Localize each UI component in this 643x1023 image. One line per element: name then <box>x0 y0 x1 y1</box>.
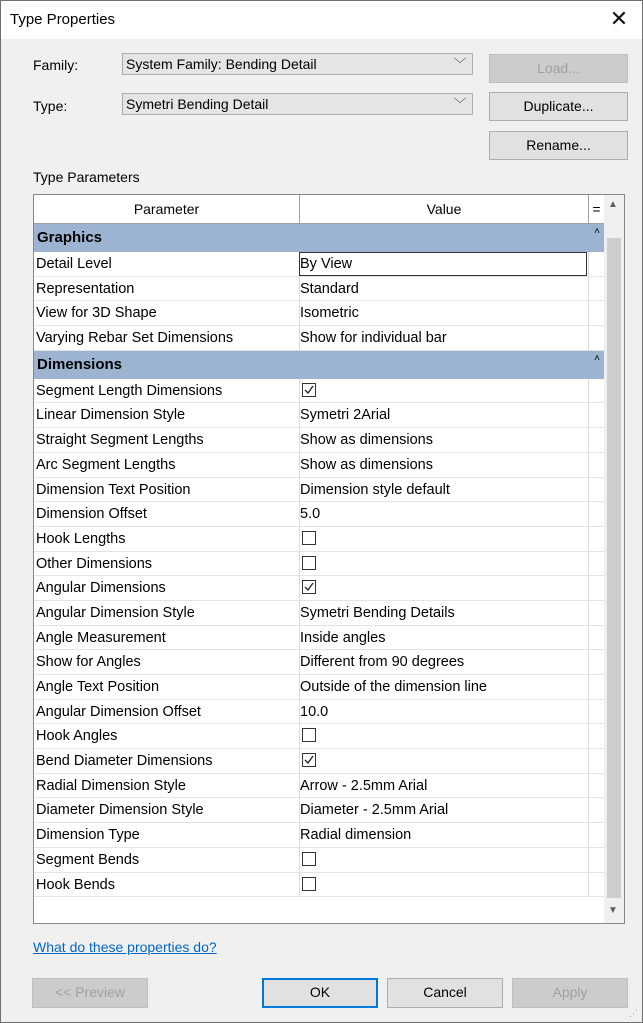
table-row[interactable] <box>34 873 604 898</box>
parameter-value[interactable]: Different from 90 degrees <box>300 654 465 671</box>
parameter-value[interactable]: 10.0 <box>300 703 329 720</box>
load-button[interactable]: Load... <box>489 54 628 83</box>
group-header[interactable] <box>34 224 604 252</box>
rename-button[interactable]: Rename... <box>489 131 628 160</box>
table-row[interactable] <box>34 576 604 601</box>
parameter-value[interactable]: Diameter - 2.5mm Arial <box>300 802 449 819</box>
help-link[interactable]: What do these properties do? <box>33 939 217 955</box>
table-row[interactable] <box>34 453 604 478</box>
check-icon <box>304 385 314 395</box>
column-header-value[interactable]: Value <box>300 195 589 223</box>
parameter-checkbox[interactable] <box>302 728 316 742</box>
parameter-value[interactable]: Inside angles <box>300 629 386 646</box>
parameter-name: Arc Segment Lengths <box>36 456 176 473</box>
table-row[interactable] <box>34 749 604 774</box>
parameter-value[interactable]: Outside of the dimension line <box>300 679 487 695</box>
table-row[interactable] <box>34 823 604 848</box>
parameter-value[interactable]: Show as dimensions <box>300 456 433 473</box>
table-row[interactable] <box>34 724 604 749</box>
parameter-value[interactable]: Dimension style default <box>300 481 450 498</box>
chevron-down-icon: ﹀ <box>453 97 466 111</box>
type-label: Type: <box>33 98 68 114</box>
group-name: Dimensions <box>37 355 123 373</box>
scroll-thumb[interactable] <box>607 238 621 898</box>
table-row[interactable] <box>34 527 604 552</box>
table-row[interactable] <box>34 848 604 873</box>
duplicate-button[interactable]: Duplicate... <box>489 92 628 121</box>
parameter-name: Straight Segment Lengths <box>36 432 204 449</box>
table-row[interactable] <box>34 478 604 503</box>
parameter-name: Bend Diameter Dimensions <box>36 753 213 770</box>
column-header-parameter[interactable]: Parameter <box>34 195 300 223</box>
preview-button[interactable]: << Preview <box>32 978 148 1008</box>
parameter-name: Diameter Dimension Style <box>36 802 204 819</box>
parameter-value[interactable]: Radial dimension <box>300 827 412 844</box>
type-parameters-grid <box>33 194 625 924</box>
cancel-button[interactable]: Cancel <box>387 978 503 1008</box>
type-value: Symetri Bending Detail <box>126 96 269 112</box>
parameter-checkbox[interactable] <box>302 531 316 545</box>
type-parameters-label: Type Parameters <box>33 169 140 185</box>
group-header[interactable] <box>34 351 604 379</box>
table-row[interactable] <box>34 301 604 326</box>
collapse-icon[interactable]: ˄ <box>594 352 600 364</box>
parameter-name: Detail Level <box>36 256 112 272</box>
check-icon <box>304 582 314 592</box>
window-title: Type Properties <box>10 11 116 28</box>
parameter-name: Hook Angles <box>36 728 118 745</box>
table-row[interactable] <box>34 601 604 626</box>
apply-button[interactable]: Apply <box>512 978 628 1008</box>
parameter-name: Dimension Offset <box>36 506 147 523</box>
parameter-name: Segment Bends <box>36 851 140 868</box>
parameter-value[interactable]: 5.0 <box>300 506 321 523</box>
parameter-checkbox[interactable] <box>302 852 316 866</box>
parameter-name: Angular Dimension Offset <box>36 703 201 720</box>
table-row[interactable] <box>34 403 604 428</box>
parameter-value[interactable]: Show for individual bar <box>300 330 447 347</box>
scroll-down-icon[interactable]: ▼ <box>608 905 618 916</box>
parameter-name: Linear Dimension Style <box>36 407 186 424</box>
vertical-scrollbar[interactable] <box>604 195 624 923</box>
table-row[interactable] <box>34 326 604 351</box>
table-row[interactable] <box>34 774 604 799</box>
collapse-icon[interactable]: ˄ <box>594 226 600 237</box>
group-name: Graphics <box>37 229 103 246</box>
table-row[interactable] <box>34 502 604 527</box>
parameter-name: Dimension Text Position <box>36 481 191 498</box>
family-dropdown[interactable] <box>122 53 473 75</box>
table-row[interactable] <box>34 675 604 700</box>
parameter-name: Representation <box>36 280 135 297</box>
table-row[interactable] <box>34 650 604 675</box>
table-row[interactable] <box>34 798 604 823</box>
parameter-checkbox[interactable] <box>302 383 316 397</box>
table-row[interactable] <box>34 428 604 453</box>
parameter-name: Angle Measurement <box>36 629 166 646</box>
ok-button[interactable]: OK <box>262 978 378 1008</box>
table-row[interactable] <box>34 552 604 577</box>
parameter-value[interactable]: Show as dimensions <box>300 432 433 449</box>
parameter-name: Angular Dimension Style <box>36 604 195 621</box>
parameter-name: Hook Lengths <box>36 530 126 547</box>
column-header-formula[interactable]: = <box>592 201 601 217</box>
parameter-name: Angular Dimensions <box>36 580 166 597</box>
table-row[interactable] <box>34 379 604 404</box>
parameter-checkbox[interactable] <box>302 877 316 891</box>
parameter-name: Dimension Type <box>36 827 140 844</box>
parameter-name: View for 3D Shape <box>36 305 157 322</box>
check-icon <box>304 755 314 765</box>
parameter-checkbox[interactable] <box>302 556 316 570</box>
grid-rows <box>34 224 604 897</box>
parameter-value[interactable]: Symetri 2Arial <box>300 407 391 424</box>
parameter-name: Other Dimensions <box>36 555 153 572</box>
close-icon[interactable]: ✕ <box>609 6 629 31</box>
resize-grip-icon[interactable]: ⋰ <box>629 1008 638 1018</box>
table-row[interactable] <box>34 277 604 302</box>
family-label: Family: <box>33 57 79 73</box>
parameter-checkbox[interactable] <box>302 580 316 594</box>
title-bar <box>1 1 642 39</box>
parameter-value[interactable]: Standard <box>300 280 359 297</box>
parameter-name: Angle Text Position <box>36 679 160 695</box>
parameter-name: Radial Dimension Style <box>36 777 186 794</box>
parameter-value[interactable]: By View <box>300 256 353 272</box>
parameter-name: Hook Bends <box>36 876 115 893</box>
parameter-value[interactable]: Arrow - 2.5mm Arial <box>300 777 428 794</box>
parameter-name: Segment Length Dimensions <box>36 382 223 399</box>
table-row[interactable] <box>34 252 604 277</box>
type-dropdown[interactable] <box>122 93 473 115</box>
grid-header <box>34 195 604 224</box>
parameter-value[interactable]: Isometric <box>300 305 359 322</box>
table-row[interactable] <box>34 626 604 651</box>
family-value: System Family: Bending Detail <box>126 56 317 72</box>
scroll-up-icon[interactable]: ▲ <box>608 199 618 210</box>
chevron-down-icon: ﹀ <box>453 57 466 71</box>
parameter-value[interactable]: Symetri Bending Details <box>300 604 455 621</box>
parameter-name: Show for Angles <box>36 654 141 671</box>
parameter-checkbox[interactable] <box>302 753 316 767</box>
table-row[interactable] <box>34 700 604 725</box>
parameter-name: Varying Rebar Set Dimensions <box>36 330 234 347</box>
